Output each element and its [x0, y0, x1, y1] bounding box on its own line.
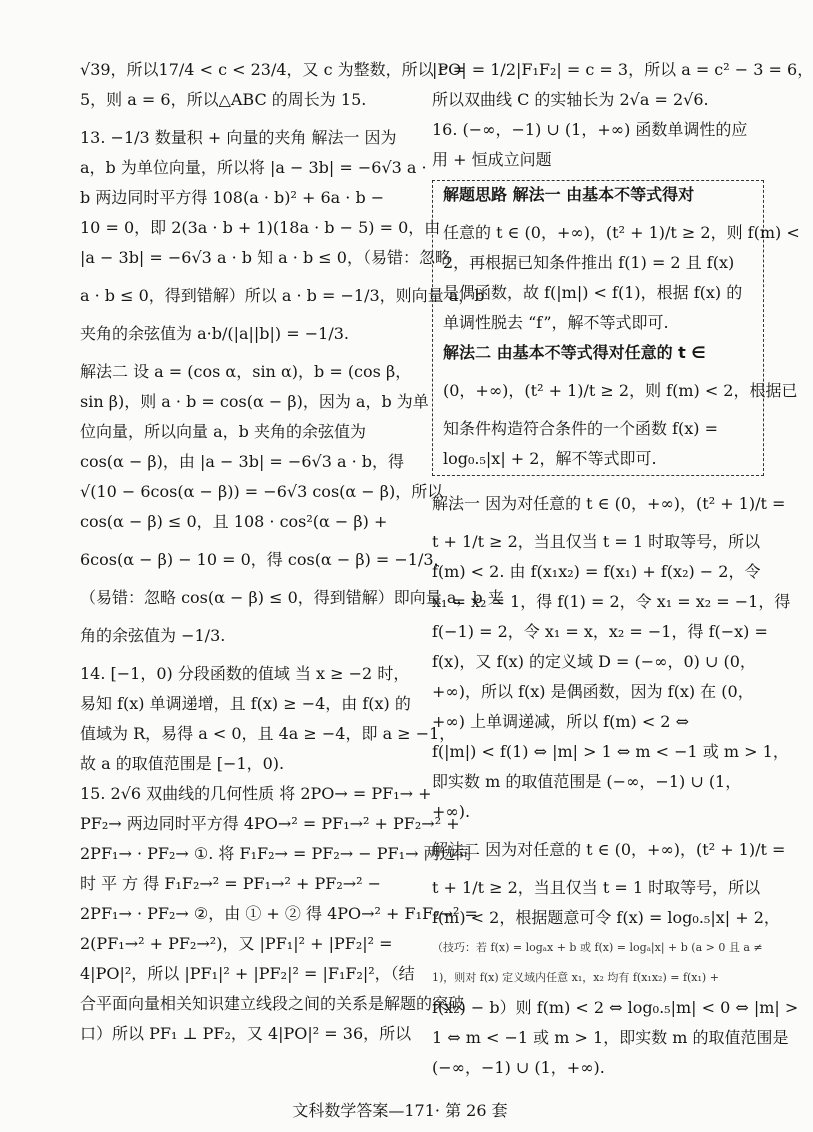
box-lines-line: 任意的 t ∈ (0，+∞)，(t² + 1)/t ≥ 2，则 f(m) < — [443, 223, 800, 242]
right-column-bottom-line: 即实数 m 的取值范围是 (−∞，−1) ∪ (1， — [432, 772, 742, 791]
left-column-line: cos(α − β) ≤ 0，且 108 · cos²(α − β) + — [80, 512, 388, 531]
box-lines-line: 2，再根据已知条件推出 f(1) = 2 且 f(x) — [443, 253, 735, 272]
right-column-bottom-line: 解法二 因为对任意的 t ∈ (0，+∞)，(t² + 1)/t = — [432, 840, 786, 859]
right-column-bottom-line: +∞)，所以 f(x) 是偶函数，因为 f(x) 在 (0， — [432, 682, 754, 701]
left-column-line: 4|PO|²，所以 |PF₁|² + |PF₂|² = |F₁F₂|²，（结 — [80, 964, 415, 983]
left-column-line: √39，所以17/4 < c < 23/4，又 c 为整数，所以 c = — [80, 60, 467, 79]
right-top-text — [432, 60, 813, 170]
right-column-bottom-line: （技巧：若 f(x) = logₐx + b 或 f(x) = logₐ|x| + b (a > 0 且 a ≠ — [432, 941, 763, 954]
box-lines-line: 解题思路 解法一 由基本不等式得对 — [443, 185, 695, 204]
right-column-bottom-line: f(x)，又 f(x) 的定义域 D = (−∞，0) ∪ (0， — [432, 652, 756, 671]
left-column-line: |a − 3b| = −6√3 a · b 知 a · b ≤ 0，（易错：忽略 — [80, 248, 451, 267]
right-column-bottom-line: f(m) < 2. 由 f(x₁x₂) = f(x₁) + f(x₂) − 2，令 — [432, 562, 761, 581]
right-column-bottom-line: (−∞，−1) ∪ (1，+∞). — [432, 1058, 605, 1077]
left-column-line: a，b 为单位向量，所以将 |a − 3b| = −6√3 a · — [80, 158, 427, 177]
left-column-line: a · b ≤ 0，得到错解）所以 a · b = −1/3，则向量 a，b — [80, 286, 485, 305]
left-column-line: 合平面向量相关知识建立线段之间的关系是解题的突破 — [80, 994, 465, 1013]
right-column-bottom-line: t + 1/t ≥ 2，当且仅当 t = 1 时取等号，所以 — [432, 532, 761, 551]
right-column-bottom-line: +∞). — [432, 802, 471, 821]
left-column-line: cos(α − β)，由 |a − 3b| = −6√3 a · b，得 — [80, 452, 404, 471]
right-column-bottom-line: 1 ⇔ m < −1 或 m > 1，即实数 m 的取值范围是 — [432, 1028, 789, 1047]
box-lines-line: log₀.₅|x| + 2，解不等式即可. — [443, 449, 657, 468]
right-column-top-line: |PO| = 1/2|F₁F₂| = c = 3，所以 a = c² − 3 = 6， — [432, 60, 813, 79]
left-column-line: 5，则 a = 6，所以△ABC 的周长为 15. — [80, 90, 367, 109]
right-column-top-line: 16. (−∞，−1) ∪ (1，+∞) 函数单调性的应 — [432, 120, 748, 139]
right-column — [432, 42, 813, 1078]
left-column-line: 2(PF₁→² + PF₂→²)，又 |PF₁|² + |PF₂|² = — [80, 934, 393, 953]
left-column-line: 故 a 的取值范围是 [−1，0). — [80, 754, 285, 773]
left-column-line: 6cos(α − β) − 10 = 0，得 cos(α − β) = −1/3， — [80, 550, 450, 569]
left-column-line: （易错：忽略 cos(α − β) ≤ 0，得到错解）即向量 a，b 夹 — [80, 588, 504, 607]
left-column-line: 解法二 设 a = (cos α，sin α)，b = (cos β， — [80, 362, 412, 381]
left-column-line: 10 = 0，即 2(3a · b + 1)(18a · b − 5) = 0，由 — [80, 218, 441, 237]
right-bottom-text — [432, 494, 799, 1078]
left-column-line: 口）所以 PF₁ ⊥ PF₂，又 4|PO|² = 36，所以 — [80, 1024, 412, 1043]
right-column-bottom-line: 解法一 因为对任意的 t ∈ (0，+∞)，(t² + 1)/t = — [432, 494, 786, 513]
left-column-line: 位向量，所以向量 a，b 夹角的余弦值为 — [80, 422, 366, 441]
left-column-line: 15. 2√6 双曲线的几何性质 将 2PO→ = PF₁→ + — [80, 784, 432, 803]
left-column-line: PF₂→ 两边同时平方得 4PO→² = PF₁→² + PF₂→² + — [80, 814, 460, 833]
right-column-top-line: 所以双曲线 C 的实轴长为 2√a = 2√6. — [432, 90, 709, 109]
right-column-bottom-line: +∞) 上单调递减，所以 f(m) < 2 ⇔ — [432, 712, 689, 731]
left-column-line: 13. −1/3 数量积 + 向量的夹角 解法一 因为 — [80, 128, 397, 147]
left-column-line: 时 平 方 得 F₁F₂→² = PF₁→² + PF₂→² − — [80, 874, 382, 893]
left-column-line: √(10 − 6cos(α − β)) = −6√3 cos(α − β)，所以 — [80, 482, 444, 501]
box-lines-line: 是偶函数，故 f(|m|) < f(1)，根据 f(x) 的 — [443, 283, 743, 302]
page-footer: 文科数学答案—171· 第 26 套 — [292, 1101, 508, 1120]
box-lines-line: 知条件构造符合条件的一个函数 f(x) = — [443, 419, 719, 438]
left-column-line: 14. [−1，0) 分段函数的值域 当 x ≥ −2 时， — [80, 664, 410, 683]
right-column-bottom-line: f(−1) = 2，令 x₁ = x，x₂ = −1，得 f(−x) = — [432, 622, 768, 641]
right-column-bottom-line: f(x₂) − b）则 f(m) < 2 ⇔ log₀.₅|m| < 0 ⇔ |m| > — [432, 998, 799, 1017]
left-column-line: sin β)，则 a · b = cos(α − β)，因为 a，b 为单 — [80, 392, 429, 411]
left-column-line: 2PF₁→ · PF₂→ ②，由 ① + ② 得 4PO→² + F₁F₂→² = — [80, 904, 478, 923]
left-column-line: 角的余弦值为 −1/3. — [80, 626, 226, 645]
left-column-line: 易知 f(x) 单调递增，且 f(x) ≥ −4，由 f(x) 的 — [80, 694, 411, 713]
right-column-top-line: 用 + 恒成立问题 — [432, 150, 552, 169]
box-lines-line: 解法二 由基本不等式得对任意的 t ∈ — [443, 343, 706, 362]
right-column-bottom-line: f(m) < 2，根据题意可令 f(x) = log₀.₅|x| + 2， — [432, 908, 780, 927]
right-column-bottom-line: x₁ = x₂ = 1，得 f(1) = 2，令 x₁ = x₂ = −1，得 — [432, 592, 791, 611]
left-column-line: 夹角的余弦值为 a·b/(|a||b|) = −1/3. — [80, 324, 349, 343]
left-column-line: b 两边同时平方得 108(a · b)² + 6a · b − — [80, 188, 385, 207]
right-column-bottom-line: f(|m|) < f(1) ⇔ |m| > 1 ⇔ m < −1 或 m > 1， — [432, 742, 789, 761]
right-column-bottom-line: t + 1/t ≥ 2，当且仅当 t = 1 时取等号，所以 — [432, 878, 761, 897]
left-column-line: 值域为 R，易得 a < 0，且 4a ≥ −4，即 a ≥ −1， — [80, 724, 456, 743]
box-lines-line: (0，+∞)，(t² + 1)/t ≥ 2，则 f(m) < 2，根据已 — [443, 381, 798, 400]
left-column-line: 2PF₁→ · PF₂→ ①. 将 F₁F₂→ = PF₂→ − PF₁→ 两边同 — [80, 844, 472, 863]
right-column-bottom-line: 1)，则对 f(x) 定义域内任意 x₁，x₂ 均有 f(x₁x₂) = f(x₁) + — [432, 971, 719, 984]
box-lines-line: 单调性脱去 “f”，解不等式即可. — [443, 313, 669, 332]
solution-idea-box — [432, 180, 800, 476]
